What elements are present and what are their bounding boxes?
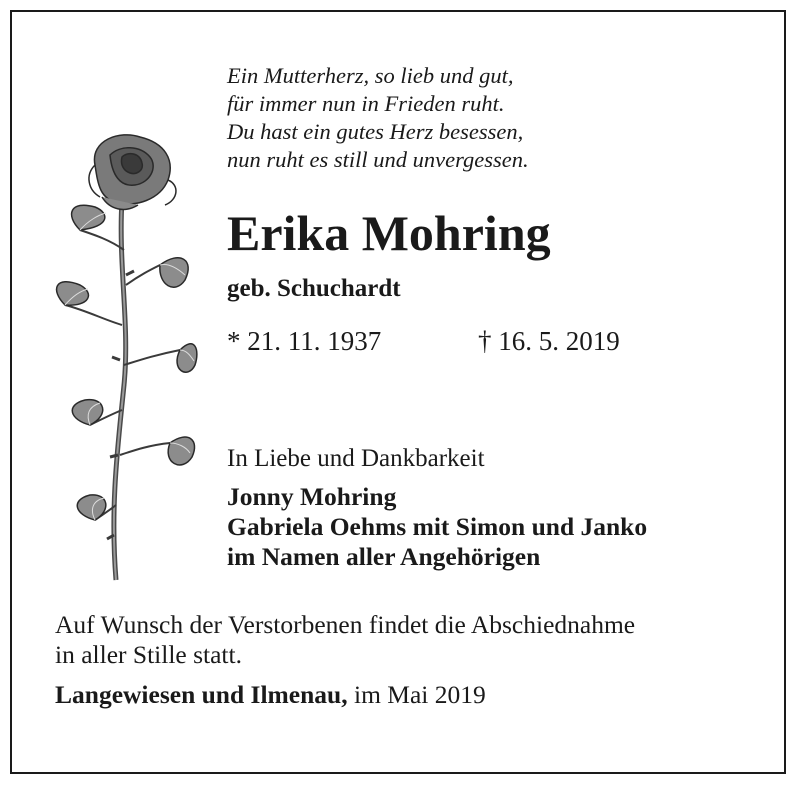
- notice-line: in aller Stille statt.: [55, 640, 242, 669]
- poem-line: Ein Mutterherz, so lieb und gut,: [227, 63, 514, 88]
- notice-line: Auf Wunsch der Verstorbenen findet die Abschiednahme: [55, 610, 636, 639]
- deceased-name: Erika Mohring: [227, 205, 551, 261]
- mourner-name: im Namen aller Angehörigen: [227, 542, 541, 571]
- place-and-date: [55, 680, 486, 710]
- mourners-intro: In Liebe und Dankbarkeit: [227, 445, 485, 472]
- mourners-list: [227, 482, 647, 572]
- notice-date: im Mai 2019: [347, 680, 486, 709]
- poem-line: nun ruht es still und unvergessen.: [227, 147, 529, 172]
- maiden-name: geb. Schuchardt: [227, 275, 401, 302]
- death-date: † 16. 5. 2019: [478, 326, 620, 356]
- mourner-name: Gabriela Oehms mit Simon und Janko: [227, 512, 648, 541]
- rose-icon: [40, 125, 200, 595]
- poem-line: Du hast ein gutes Herz besessen,: [227, 119, 524, 144]
- birth-date: * 21. 11. 1937: [227, 326, 382, 356]
- places: Langewiesen und Ilmenau,: [55, 680, 348, 709]
- poem-line: für immer nun in Frieden ruht.: [227, 91, 505, 116]
- poem: [227, 62, 529, 174]
- mourner-name: Jonny Mohring: [227, 482, 397, 511]
- farewell-notice: [55, 610, 635, 670]
